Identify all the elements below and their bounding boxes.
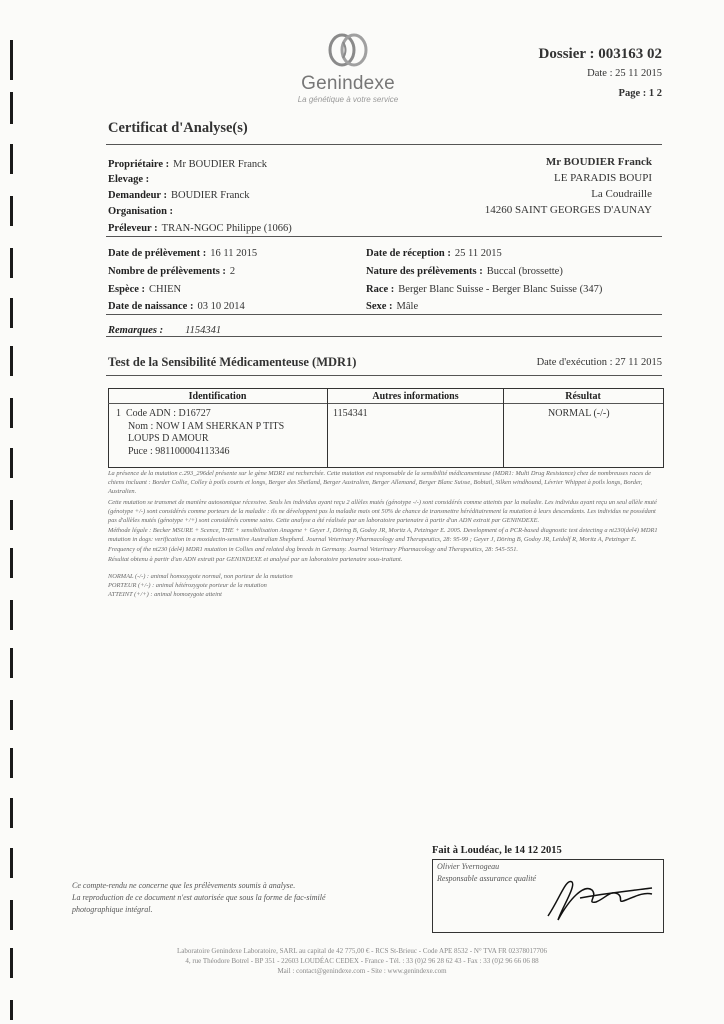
place-date: Fait à Loudéac, le 14 12 2015 xyxy=(432,845,562,856)
binder-mark xyxy=(10,548,13,578)
binder-mark xyxy=(10,298,13,328)
col-autres: Autres informations xyxy=(372,391,459,402)
address-name: Mr BOUDIER Franck xyxy=(545,156,652,168)
fineprint-paragraph: La présence de la mutation c.293_296del présente sur le gène MDR1 est recherchée. Cette mutation est responsable de la sensibilité médicamenteuse (MDR1: Multi Drug Resistance) chez de nombreuses races de chiens incluant : Border Collie, Colley à poils courts et longs, Berger des Shetland, Berger Australien, Berger Allemand, Berger Blanc Suisse, Bobtail, Silken windhound, Lévrier Whippet à poils longs, Border, Australien. xyxy=(108,470,652,496)
fineprint-paragraph: Méthode légale : Becker MSURE + Scence, THE + sensibilisation Anagene + Geyer J, Döring B, Godoy JR, Moritz A, Petzinger E. 2005. Development of a PCR-based diagnostic test detecting a nt230(del4) MDR1 mutation in dogs: verification in a moxidectin-sensitive Australian Shepherd. Journal Veterinary Pharmacology and Therapeutics, 28: 95-99 ; Geyer J, Döring B, Godoy JR, Leidolf R, Moritz A, Petzinger E. Frequency of the nt230 (del4) MDR1 mutation in Collies and related dog breeds in Germany. Journal Veterinary Pharmacology and Therapeutics, 28: 545-551. xyxy=(108,527,658,553)
signer-name: Olivier Yvernogeau xyxy=(437,862,500,871)
demandeur-value: BOUDIER Franck xyxy=(171,190,250,201)
identification-chip: Puce : 981100004113346 xyxy=(128,445,230,457)
dossier-date: Date : 25 11 2015 xyxy=(587,68,662,79)
nature-value: Buccal (brossette) xyxy=(486,266,563,277)
footer-line: Laboratoire Genindexe Laboratoire, SARL au capital de 42 775,00 € - RCS St-Brieuc - Code APE 8532 - N° TVA FR 02378017706 xyxy=(177,947,547,955)
date-prelevement-value: 16 11 2015 xyxy=(210,248,258,259)
binder-mark xyxy=(10,948,13,978)
date-reception-value: 25 11 2015 xyxy=(454,248,502,259)
address-line1: LE PARADIS BOUPI xyxy=(553,172,652,184)
address-block xyxy=(485,156,652,216)
dna-logo-icon xyxy=(325,30,371,70)
fineprint-paragraph: Résultat obtenu à partir d'un ADN extrait par GENINDEXE et analysé par un laboratoire partenaire sous-traitant. xyxy=(108,555,403,563)
test-divider xyxy=(106,375,662,376)
binder-mark xyxy=(10,900,13,930)
sexe-value: Mâle xyxy=(396,301,419,312)
binder-mark xyxy=(10,600,13,630)
binder-mark xyxy=(10,40,13,80)
nombre-value: 2 xyxy=(229,266,236,277)
date-prelevement-label: Date de prélèvement : xyxy=(108,248,207,259)
execution-date: Date d'exécution : 27 11 2015 xyxy=(536,357,662,368)
test-title: Test de la Sensibilité Médicamenteuse (MDR1) xyxy=(108,355,357,369)
col-identification: Identification xyxy=(188,391,247,402)
identification-name-continued: LOUPS D AMOUR xyxy=(128,433,209,444)
binder-mark xyxy=(10,700,13,730)
espece-label: Espèce : xyxy=(108,284,146,295)
remarques-divider xyxy=(106,336,662,337)
binder-mark xyxy=(10,500,13,530)
table-header-divider xyxy=(108,403,663,404)
binder-mark xyxy=(10,798,13,828)
espece-value: CHIEN xyxy=(149,284,182,295)
proprietaire-value: Mr BOUDIER Franck xyxy=(173,159,268,170)
binder-mark xyxy=(10,648,13,678)
title-divider xyxy=(106,144,662,145)
organisation-row xyxy=(108,201,173,219)
footer-line: Mail : contact@genindexe.com - Site : www.genindexe.com xyxy=(277,967,447,975)
sexe-row xyxy=(366,296,418,314)
disclaimer-line: photographique intégral. xyxy=(72,905,153,914)
organisation-label: Organisation : xyxy=(108,206,174,217)
disclaimer-line: Ce compte-rendu ne concerne que les prélèvements soumis à analyse. xyxy=(72,881,296,890)
address-line3: 14260 SAINT GEORGES D'AUNAY xyxy=(484,204,652,216)
demandeur-label: Demandeur : xyxy=(108,190,168,201)
resultat-value: NORMAL (-/-) xyxy=(548,408,610,419)
col-resultat: Résultat xyxy=(565,391,601,402)
signature-icon xyxy=(540,868,660,924)
proprietaire-label: Propriétaire : xyxy=(108,159,170,170)
row-number: 1 xyxy=(116,408,121,419)
date-prelevement-row xyxy=(108,243,257,261)
nombre-label: Nombre de prélèvements : xyxy=(108,266,226,277)
preleveur-row xyxy=(108,218,292,236)
binder-mark xyxy=(10,1000,13,1020)
naissance-row xyxy=(108,296,245,314)
remarques-value: 1154341 xyxy=(185,325,222,336)
company-logo xyxy=(288,30,408,104)
binder-mark xyxy=(10,748,13,778)
legend-atteint: ATTEINT (+/+) : animal homozygote atteint xyxy=(108,591,222,599)
binder-mark xyxy=(10,448,13,478)
binder-mark xyxy=(10,848,13,878)
binder-mark xyxy=(10,398,13,428)
footer xyxy=(42,946,682,976)
race-label: Race : xyxy=(366,284,395,295)
elevage-label: Elevage : xyxy=(108,174,150,185)
binder-mark xyxy=(10,196,13,226)
identification-code xyxy=(116,408,284,421)
footer-line: 4, rue Théodore Botrel - BP 351 - 22603 LOUDÉAC CEDEX - France - Tél. : 33 (0)2 96 28 62 43 - Fax : 33 (0)2 96 66 06 88 xyxy=(185,957,539,965)
date-reception-row xyxy=(366,243,502,261)
fineprint-paragraph: Cette mutation se transmet de manière autosomique récessive. Seuls les individus ayant reçu 2 allèles mutés (génotype -/-) sont considérés comme atteints par la maladie. Les individus ayant reçu un seul allèle muté (génotype +/-) sont considérés comme porteurs de la maladie : ils ne développent pas la maladie mais ont 50% de chance de transmettre héréditairement la mutation à leurs descendants. Les individus ne possédant pas d'allèles mutés (génotype +/+) sont considérés comme sains. Cette analyse a été réalisée par un laboratoire partenaire à partir d'un ADN extrait par GENINDEXE. xyxy=(108,498,657,525)
disclaimer xyxy=(72,880,326,916)
identification-name: Nom : NOW I AM SHERKAN P TITS xyxy=(128,420,285,432)
preleveur-label: Préleveur : xyxy=(108,223,158,234)
client-divider xyxy=(106,236,662,237)
race-row xyxy=(366,279,602,297)
page-title: Certificat d'Analyse(s) xyxy=(108,120,248,136)
fineprint-block xyxy=(108,469,664,600)
nature-label: Nature des prélèvements : xyxy=(366,266,483,277)
preleveur-value: TRAN-NGOC Philippe (1066) xyxy=(161,223,292,234)
legend-porteur: PORTEUR (+/-) : animal hétérozygote porteur de la mutation xyxy=(108,582,267,590)
binder-mark xyxy=(10,346,13,376)
binder-mark xyxy=(10,248,13,278)
dossier-number: Dossier : 003163 02 xyxy=(538,46,662,62)
race-value: Berger Blanc Suisse - Berger Blanc Suisse (347) xyxy=(398,284,603,295)
disclaimer-line: La reproduction de ce document n'est autorisée que sous la forme de fac-similé xyxy=(72,893,326,902)
sexe-label: Sexe : xyxy=(366,301,393,312)
nature-row xyxy=(366,261,563,279)
logo-name: Genindexe xyxy=(301,73,395,94)
sample-divider xyxy=(106,314,662,315)
espece-row xyxy=(108,279,181,297)
nombre-row xyxy=(108,261,235,279)
naissance-value: 03 10 2014 xyxy=(197,301,245,312)
page-number: Page : 1 2 xyxy=(618,88,662,99)
autres-value: 1154341 xyxy=(333,408,368,419)
address-line2: La Coudraille xyxy=(591,188,652,200)
code-adn: Code ADN : D16727 xyxy=(126,408,211,419)
binder-mark xyxy=(10,92,13,124)
logo-tagline: La génétique à votre service xyxy=(297,95,399,104)
naissance-label: Date de naissance : xyxy=(108,301,194,312)
remarques-label: Remarques : xyxy=(108,325,164,336)
legend-normal: NORMAL (-/-) : animal homozygote normal, non porteur de la mutation xyxy=(108,573,293,581)
table-row xyxy=(116,408,284,458)
signer-role: Responsable assurance qualité xyxy=(437,874,537,883)
date-reception-label: Date de réception : xyxy=(366,248,451,259)
binder-mark xyxy=(10,144,13,174)
